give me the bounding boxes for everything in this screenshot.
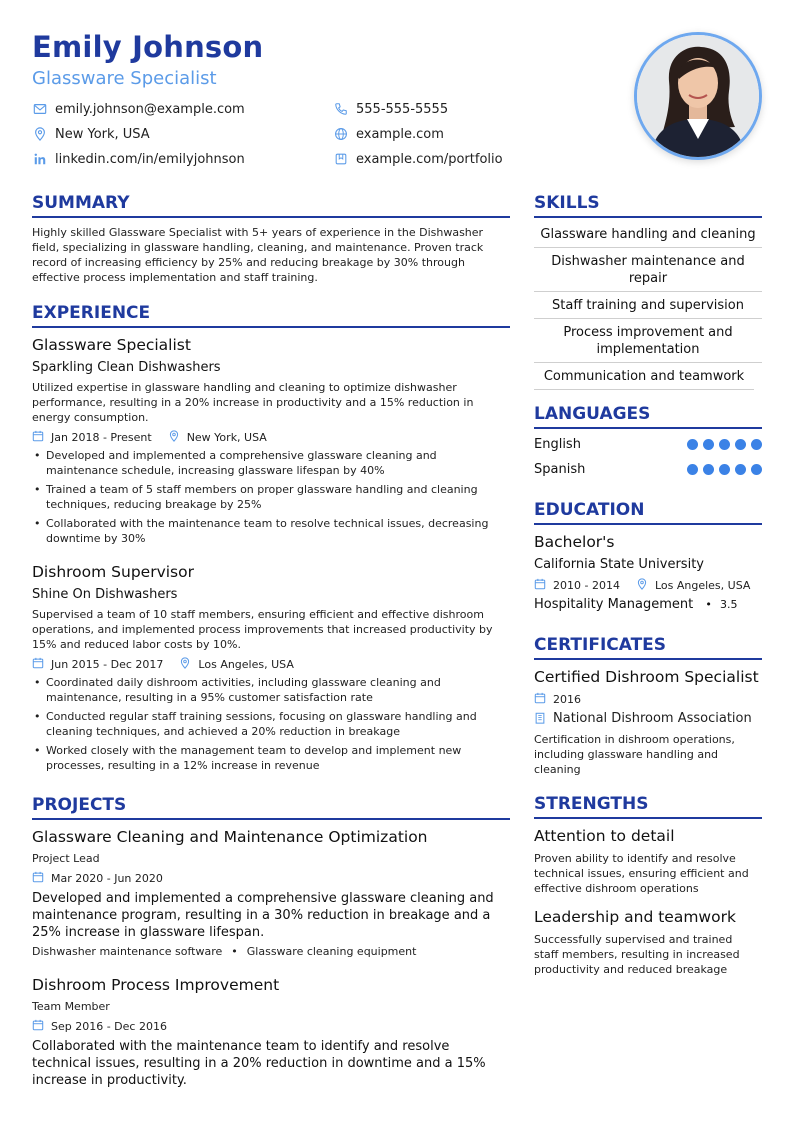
certificates-heading: CERTIFICATES (534, 635, 762, 660)
contact-portfolio[interactable] (333, 151, 503, 167)
level-dot (735, 439, 746, 450)
phone-icon (333, 101, 349, 117)
experience-heading: EXPERIENCE (32, 303, 510, 328)
profile-photo (634, 32, 762, 160)
candidate-title: Glassware Specialist (32, 68, 217, 89)
strength-description: Successfully supervised and trained staff members, resulting in increased productivity and reduced breakage (534, 933, 740, 976)
job-meta (32, 657, 294, 671)
job-title: Glassware Specialist (32, 336, 191, 354)
contact-phone[interactable] (333, 101, 448, 117)
building-icon (534, 712, 548, 726)
job-bullet: • Developed and implemented a comprehensive glassware cleaning and maintenance schedule, increasing glassware lifespan by 40% (32, 448, 502, 478)
contact-location (32, 126, 150, 142)
skills-heading: SKILLS (534, 193, 762, 218)
level-dot (703, 439, 714, 450)
level-dot (751, 464, 762, 475)
contact-linkedin-text: linkedin.com/in/emilyjohnson (55, 151, 245, 167)
summary-heading: SUMMARY (32, 193, 510, 218)
contact-phone-text: 555-555-5555 (356, 101, 449, 117)
contact-location-text: New York, USA (55, 126, 150, 142)
project-dates: Mar 2020 - Jun 2020 (51, 871, 163, 885)
project-dates: Sep 2016 - Dec 2016 (51, 1019, 167, 1033)
calendar-icon (534, 692, 548, 706)
level-dot (687, 439, 698, 450)
level-dot (735, 464, 746, 475)
education-separator: • (705, 598, 712, 611)
skills-list (534, 226, 762, 395)
education-location: Los Angeles, USA (654, 578, 751, 592)
education-meta (534, 578, 750, 592)
strength-title: Leadership and teamwork (534, 908, 736, 926)
project-description: Collaborated with the maintenance team to identify and resolve technical issues, resulting in a 20% reduction in downtime and a 15% increase in productivity. (32, 1039, 486, 1088)
job-location: Los Angeles, USA (198, 657, 294, 671)
job-bullet: • Collaborated with the maintenance team to resolve technical issues, decreasing downtime by 30% (32, 516, 502, 546)
certificate-description: Certification in dishroom operations, including glassware handling and cleaning (534, 733, 735, 776)
envelope-icon (32, 101, 48, 117)
job-bullet: • Coordinated daily dishroom activities, including glassware cleaning and maintenance, resulting in a 95% customer satisfaction rate (32, 675, 502, 705)
education-dates: 2010 - 2014 (553, 578, 620, 592)
certificate-year-row (534, 692, 581, 706)
location-pin-icon (636, 578, 650, 592)
contact-website[interactable] (333, 126, 444, 142)
projects-heading: PROJECTS (32, 795, 510, 820)
level-dot (703, 464, 714, 475)
avatar-illustration (637, 35, 759, 157)
skill-item: Staff training and supervision (534, 297, 762, 319)
certificate-issuer: National Dishroom Association (553, 711, 752, 726)
project-tags (32, 945, 416, 958)
job-dates: Jun 2015 - Dec 2017 (51, 657, 164, 671)
education-field (534, 597, 738, 612)
job-description: Supervised a team of 10 staff members, ensuring efficient and effective dishroom operations, and implemented process improvements that increased productivity by 15% and reduced labor costs by 10%. (32, 608, 493, 651)
language-name: English (534, 437, 581, 452)
education-degree: Bachelor's (534, 533, 615, 551)
strengths-heading: STRENGTHS (534, 794, 762, 819)
location-pin-icon (179, 657, 193, 671)
education-field-text: Hospitality Management (534, 597, 694, 612)
language-level-dots (687, 439, 762, 450)
education-gpa: 3.5 (720, 598, 738, 611)
level-dot (751, 439, 762, 450)
language-row (534, 462, 762, 477)
strength-title: Attention to detail (534, 827, 675, 845)
calendar-icon (32, 657, 46, 671)
level-dot (719, 439, 730, 450)
contact-email-text: emily.johnson@example.com (55, 101, 245, 117)
skill-item: Communication and teamwork (534, 368, 754, 390)
globe-icon (333, 126, 349, 142)
job-bullets (32, 675, 502, 777)
education-heading: EDUCATION (534, 500, 762, 525)
language-name: Spanish (534, 462, 586, 477)
skill-item: Glassware handling and cleaning (534, 226, 762, 248)
tag-separator: • (231, 945, 238, 958)
project-tag: Dishwasher maintenance software (32, 945, 223, 958)
project-meta (32, 871, 163, 885)
job-dates: Jan 2018 - Present (51, 430, 152, 444)
language-row (534, 437, 762, 452)
calendar-icon (32, 871, 46, 885)
bookmark-icon (333, 151, 349, 167)
contact-portfolio-text: example.com/portfolio (356, 151, 503, 167)
calendar-icon (534, 578, 548, 592)
job-bullet: • Worked closely with the management team to develop and implement new processes, resulting in a 12% increase in revenue (32, 743, 502, 773)
job-meta (32, 430, 267, 444)
calendar-icon (32, 430, 46, 444)
certificate-issuer-row (534, 711, 752, 726)
contact-email[interactable] (32, 101, 245, 117)
level-dot (687, 464, 698, 475)
calendar-icon (32, 1019, 46, 1033)
skill-item: Process improvement and implementation (534, 324, 762, 363)
job-description: Utilized expertise in glassware handling and cleaning to optimize dishwasher performance, resulting in a 20% increase in productivity and a 15% reduction in energy consumption. (32, 381, 474, 424)
education-school: California State University (534, 557, 704, 572)
location-pin-icon (32, 126, 48, 142)
job-title: Dishroom Supervisor (32, 563, 194, 581)
project-role: Team Member (32, 1000, 110, 1013)
job-bullet: • Trained a team of 5 staff members on proper glassware handling and cleaning techniques, reducing breakage by 25% (32, 482, 502, 512)
job-company: Sparkling Clean Dishwashers (32, 360, 221, 375)
candidate-name: Emily Johnson (32, 30, 264, 64)
linkedin-icon (32, 151, 48, 167)
contact-linkedin[interactable] (32, 151, 245, 167)
language-level-dots (687, 464, 762, 475)
project-title: Dishroom Process Improvement (32, 976, 280, 994)
project-title: Glassware Cleaning and Maintenance Optimization (32, 828, 428, 846)
project-meta (32, 1019, 167, 1033)
project-tag: Glassware cleaning equipment (246, 945, 417, 958)
strength-description: Proven ability to identify and resolve technical issues, ensuring efficient and effective dishroom operations (534, 852, 749, 895)
skill-item: Dishwasher maintenance and repair (534, 253, 762, 292)
languages-heading: LANGUAGES (534, 404, 762, 429)
location-pin-icon (168, 430, 182, 444)
job-bullets (32, 448, 502, 550)
summary-text: Highly skilled Glassware Specialist with 5+ years of experience in the Dishwasher field, specializing in glassware handling, cleaning, and maintenance. Proven track record of increasing efficiency by 25% and reducing breakage by 30% through effective process implementation and staff training. (32, 226, 484, 284)
job-bullet: • Conducted regular staff training sessions, focusing on glassware handling and cleaning techniques, and achieved a 20% reduction in breakage (32, 709, 502, 739)
job-location: New York, USA (186, 430, 267, 444)
certificate-year: 2016 (553, 692, 581, 706)
project-role: Project Lead (32, 852, 100, 865)
level-dot (719, 464, 730, 475)
job-company: Shine On Dishwashers (32, 587, 178, 602)
certificate-title: Certified Dishroom Specialist (534, 668, 759, 686)
contact-website-text: example.com (356, 126, 444, 142)
project-description: Developed and implemented a comprehensive glassware cleaning and maintenance program, resulting in a 30% reduction in breakage and a 25% increase in glassware lifespan. (32, 891, 494, 940)
